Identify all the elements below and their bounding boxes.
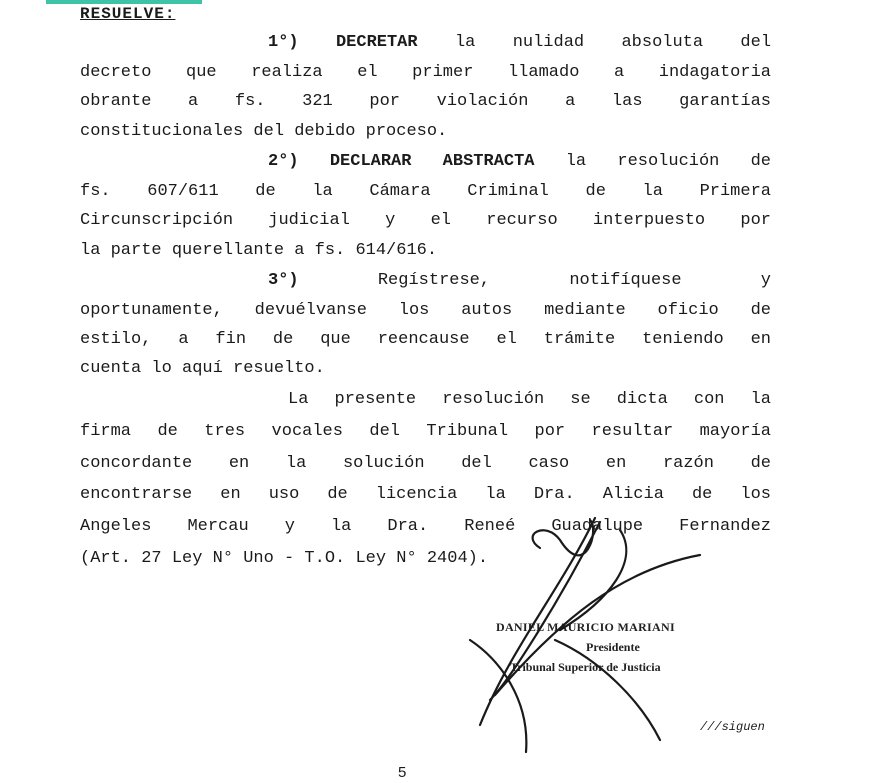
item-3-line-4: cuenta lo aquí resuelto. xyxy=(80,359,325,378)
item-2-line-2: fs. 607/611 de la Cámara Criminal de la Primera xyxy=(80,182,771,201)
closing-line-3: concordante en la solución del caso en razón de xyxy=(80,454,771,473)
closing-line-6: (Art. 27 Ley N° Uno - T.O. Ley N° 2404). xyxy=(80,549,489,568)
closing-line-5: Angeles Mercau y la Dra. Reneé Guadalupe Fernandez xyxy=(80,517,771,536)
item-2-line-4: la parte querellante a fs. 614/616. xyxy=(80,241,438,260)
signatory-role: Presidente xyxy=(586,640,640,654)
item-2-line-3: Circunscripción judicial y el recurso interpuesto por xyxy=(80,211,771,230)
item-3-line-3: estilo, a fin de que reencause el trámite teniendo en xyxy=(80,330,771,349)
item-3-line-2: oportunamente, devuélvanse los autos mediante oficio de xyxy=(80,301,771,320)
signature-stroke-7 xyxy=(555,640,660,740)
item-1-line-4: constitucionales del debido proceso. xyxy=(80,122,448,141)
item-1-line-2: decreto que realiza el primer llamado a indagatoria xyxy=(80,63,771,82)
signatory-court: Tribunal Superior de Justicia xyxy=(510,660,661,674)
item-1-line-1 xyxy=(80,32,771,54)
resolution-heading: RESUELVE: xyxy=(80,5,176,23)
signatory-name: DANIEL MAURICIO MARIANI xyxy=(496,620,675,634)
item-2-number: 2°) xyxy=(268,152,299,171)
item-2-line-1 xyxy=(80,151,771,173)
item-3-number: 3°) xyxy=(268,271,299,290)
item-1-number: 1°) xyxy=(268,33,299,52)
item-1-verb: DECRETAR xyxy=(335,33,418,52)
closing-line-2: firma de tres vocales del Tribunal por resultar mayoría xyxy=(80,422,771,441)
item-3-rest: Regístrese, notifíquese y xyxy=(377,271,771,290)
page-number: 5 xyxy=(398,764,407,781)
item-3-line-1 xyxy=(80,270,771,292)
continuation-note: ///siguen xyxy=(700,720,765,734)
signature-stroke-6 xyxy=(470,640,526,752)
signature-stroke-5 xyxy=(560,530,626,630)
item-1-line-3: obrante a fs. 321 por violación a las garantías xyxy=(80,92,771,111)
closing-line-4: encontrarse en uso de licencia la Dra. Alicia de los xyxy=(80,485,771,504)
closing-line-1: La presente resolución se dicta con la xyxy=(288,390,771,409)
item-2-verb: DECLARAR ABSTRACTA xyxy=(329,152,535,171)
item-2-rest: la resolución de xyxy=(565,152,772,171)
top-accent-bar xyxy=(46,0,202,4)
item-1-rest: la nulidad absoluta del xyxy=(454,33,772,52)
